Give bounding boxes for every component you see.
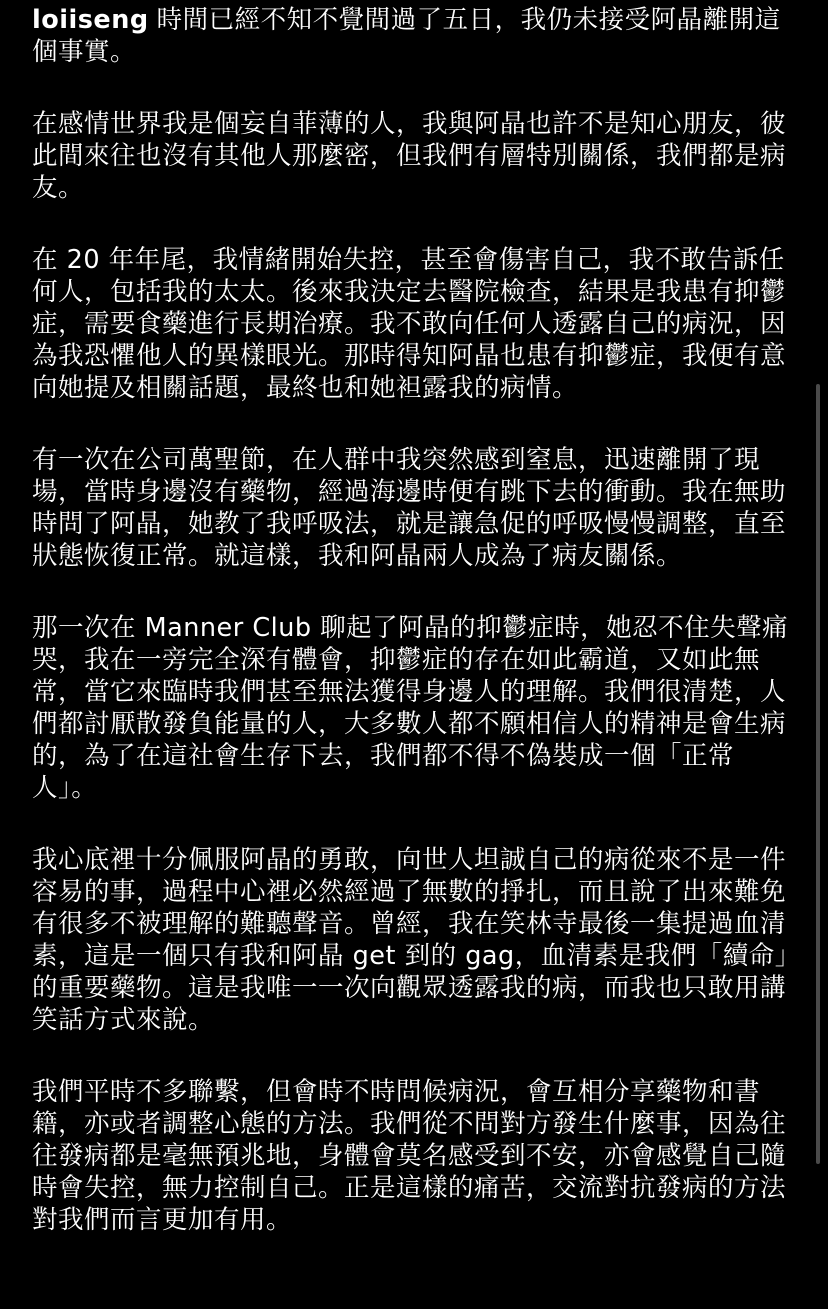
caption-paragraph: 我心底裡十分佩服阿晶的勇敢，向世人坦誠自己的病從來不是一件容易的事，過程中心裡必然經過了無數的掙扎，而且說了出來難免有很多不被理解的難聽聲音。曾經，我在笑林寺最後一集提過血清素，這是一個只有我和阿晶 get 到的 gag，血清素是我們「續命」的重要藥物。這是我唯一一次向觀眾透露我的病，而我也只敢用講笑話方式來說。 xyxy=(32,845,788,1035)
caption-paragraph: 我們平時不多聯繫，但會時不時問候病況，會互相分享藥物和書籍，亦或者調整心態的方法。我們從不問對方發生什麼事，因為往往發病都是毫無預兆地，身體會莫名感受到不安，亦會感覺自己隨時會失控，無力控制自己。正是這樣的痛苦，交流對抗發病的方法對我們而言更加有用。 xyxy=(32,1077,787,1235)
caption-paragraph: 在感情世界我是個妄自菲薄的人，我與阿晶也許不是知心朋友，彼此間來往也沒有其他人那麼密，但我們有層特別關係，我們都是病友。 xyxy=(32,109,787,203)
scrollbar[interactable] xyxy=(816,384,820,1164)
caption-paragraph: 有一次在公司萬聖節，在人群中我突然感到窒息，迅速離開了現場，當時身邊沒有藥物，經過海邊時便有跳下去的衝動。我在無助時問了阿晶，她教了我呼吸法，就是讓急促的呼吸慢慢調整，直至狀態恢復正常。就這樣，我和阿晶兩人成為了病友關係。 xyxy=(32,445,787,571)
post-caption xyxy=(32,4,792,1236)
caption-paragraph xyxy=(32,4,792,68)
caption-paragraph: 在 20 年年尾，我情緒開始失控，甚至會傷害自己，我不敢告訴任何人，包括我的太太。後來我決定去醫院檢查，結果是我患有抑鬱症，需要食藥進行長期治療。我不敢向任何人透露自己的病況，因為我恐懼他人的異樣眼光。那時得知阿晶也患有抑鬱症，我便有意向她提及相關話題，最終也和她袒露我的病情。 xyxy=(32,245,787,403)
caption-paragraph: 那一次在 Manner Club 聊起了阿晶的抑鬱症時，她忍不住失聲痛哭，我在一旁完全深有體會，抑鬱症的存在如此霸道，又如此無常，當它來臨時我們甚至無法獲得身邊人的理解。我們很清楚，人們都討厭散發負能量的人，大多數人都不願相信人的精神是會生病的，為了在這社會生存下去，我們都不得不偽裝成一個「正常人」。 xyxy=(32,613,789,803)
caption-text: 時間已經不知不覺間過了五日，我仍未接受阿晶離開這個事實。 xyxy=(32,5,781,67)
username-link[interactable]: loiiseng xyxy=(32,5,149,35)
